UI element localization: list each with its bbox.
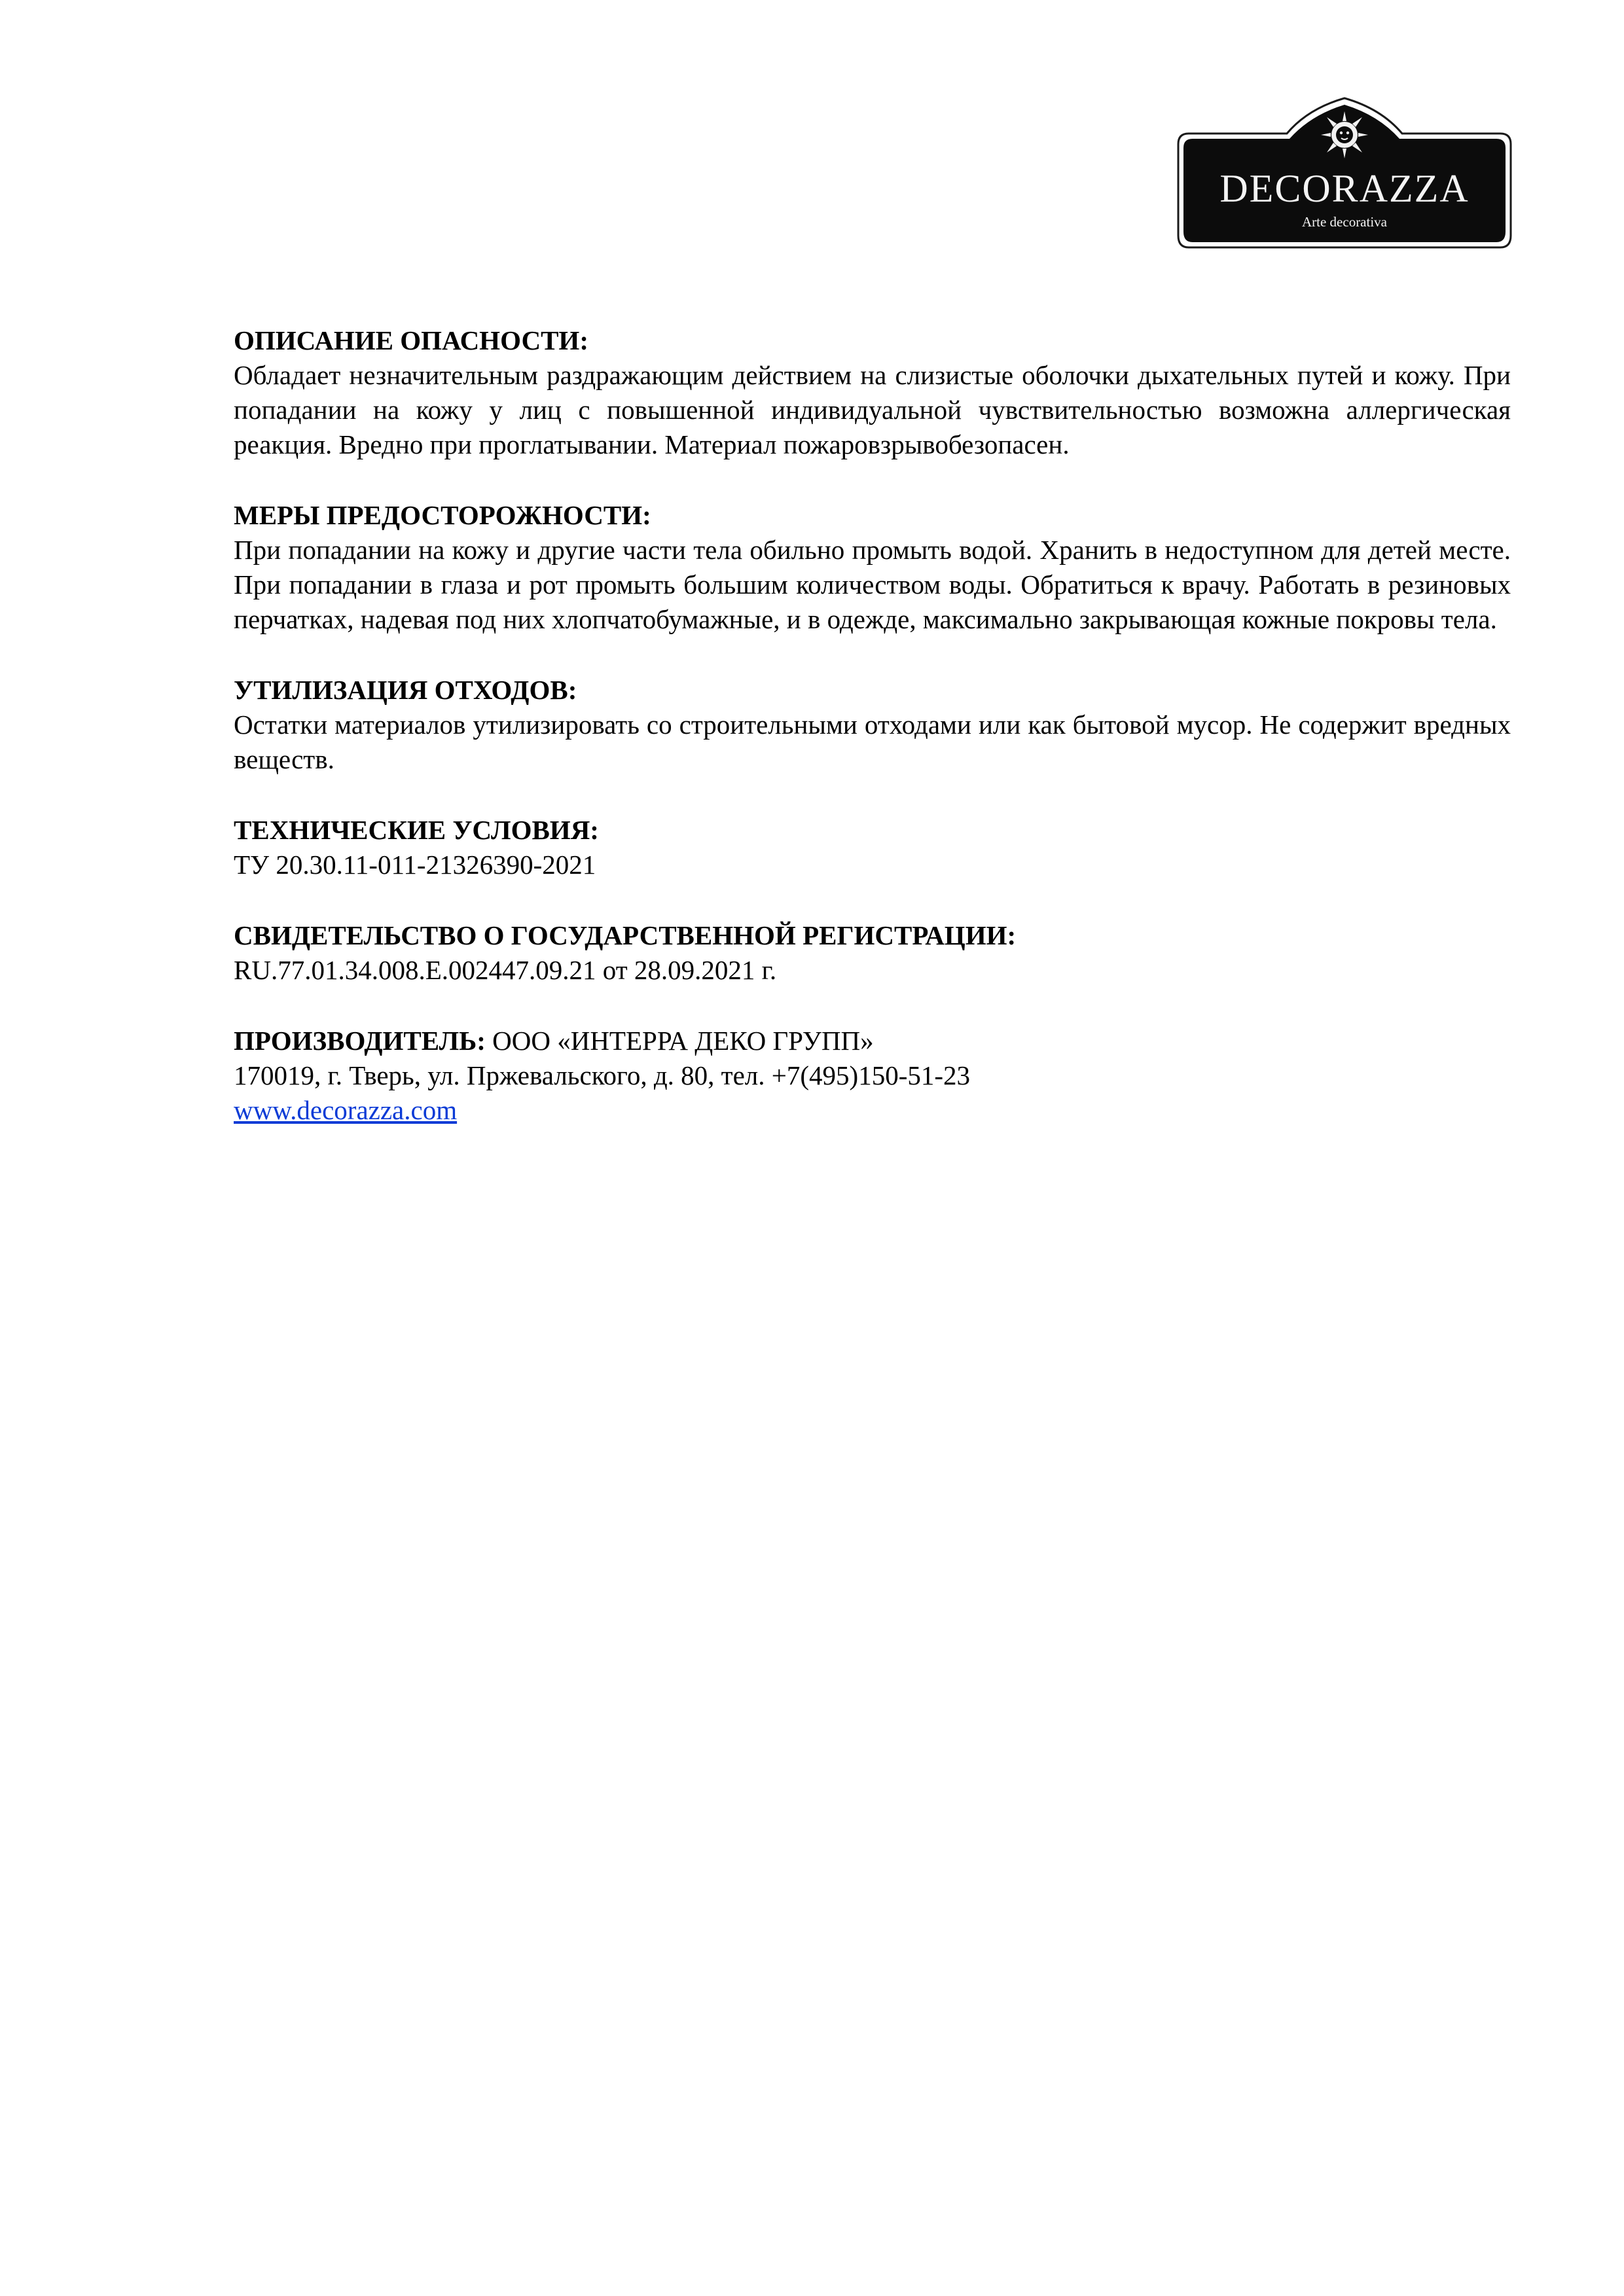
specs-text: ТУ 20.30.11-011-21326390-2021 [234, 850, 596, 880]
manufacturer-section [234, 1024, 1511, 1128]
specs-heading: ТЕХНИЧЕСКИЕ УСЛОВИЯ: [234, 815, 599, 845]
manufacturer-name: ООО «ИНТЕРРА ДЕКО ГРУПП» [485, 1026, 874, 1056]
specs-section [234, 813, 1511, 882]
hazard-section [234, 323, 1511, 462]
registration-heading: СВИДЕТЕЛЬСТВО О ГОСУДАРСТВЕННОЙ РЕГИСТРАЦИИ: [234, 920, 1017, 950]
hazard-heading: ОПИСАНИЕ ОПАСНОСТИ: [234, 325, 588, 355]
disposal-text: Остатки материалов утилизировать со строительными отходами или как бытовой мусор. Не содержит вредных веществ. [234, 709, 1511, 774]
logo-badge [1177, 96, 1512, 250]
brand-logo [1177, 96, 1512, 250]
logo-tagline-text: Arte decorativa [1301, 214, 1388, 230]
registration-section [234, 918, 1511, 988]
registration-text: RU.77.01.34.008.Е.002447.09.21 от 28.09.2021 г. [234, 955, 777, 985]
manufacturer-line [234, 1024, 1511, 1058]
disposal-section [234, 673, 1511, 777]
logo-brand-text: DECORAZZA [1219, 167, 1470, 210]
manufacturer-label: ПРОИЗВОДИТЕЛЬ: [234, 1026, 486, 1056]
disposal-heading: УТИЛИЗАЦИЯ ОТХОДОВ: [234, 675, 577, 705]
manufacturer-address: 170019, г. Тверь, ул. Пржевальского, д. 80, тел. +7(495)150-51-23 [234, 1060, 970, 1090]
precautions-text: При попадании на кожу и другие части тела обильно промыть водой. Хранить в недоступном для детей месте. При попадании в глаза и рот промыть большим количеством воды. Обратиться к врачу. Работать в резиновых перчатках, надевая под них хлопчатобумажные, и в одежде, максимально закрывающая кожные покровы тела. [234, 535, 1511, 634]
hazard-text: Обладает незначительным раздражающим действием на слизистые оболочки дыхательных путей и кожу. При попадании на кожу у лиц с повышенной индивидуальной чувствительностью возможна аллергическая реакция. Вредно при проглатывании. Материал пожаровзрывобезопасен. [234, 360, 1511, 459]
document-body [234, 323, 1511, 1164]
precautions-heading: МЕРЫ ПРЕДОСТОРОЖНОСТИ: [234, 500, 651, 530]
precautions-section [234, 498, 1511, 637]
website-link[interactable]: www.decorazza.com [234, 1095, 458, 1125]
sun-emblem-icon [1321, 111, 1368, 158]
